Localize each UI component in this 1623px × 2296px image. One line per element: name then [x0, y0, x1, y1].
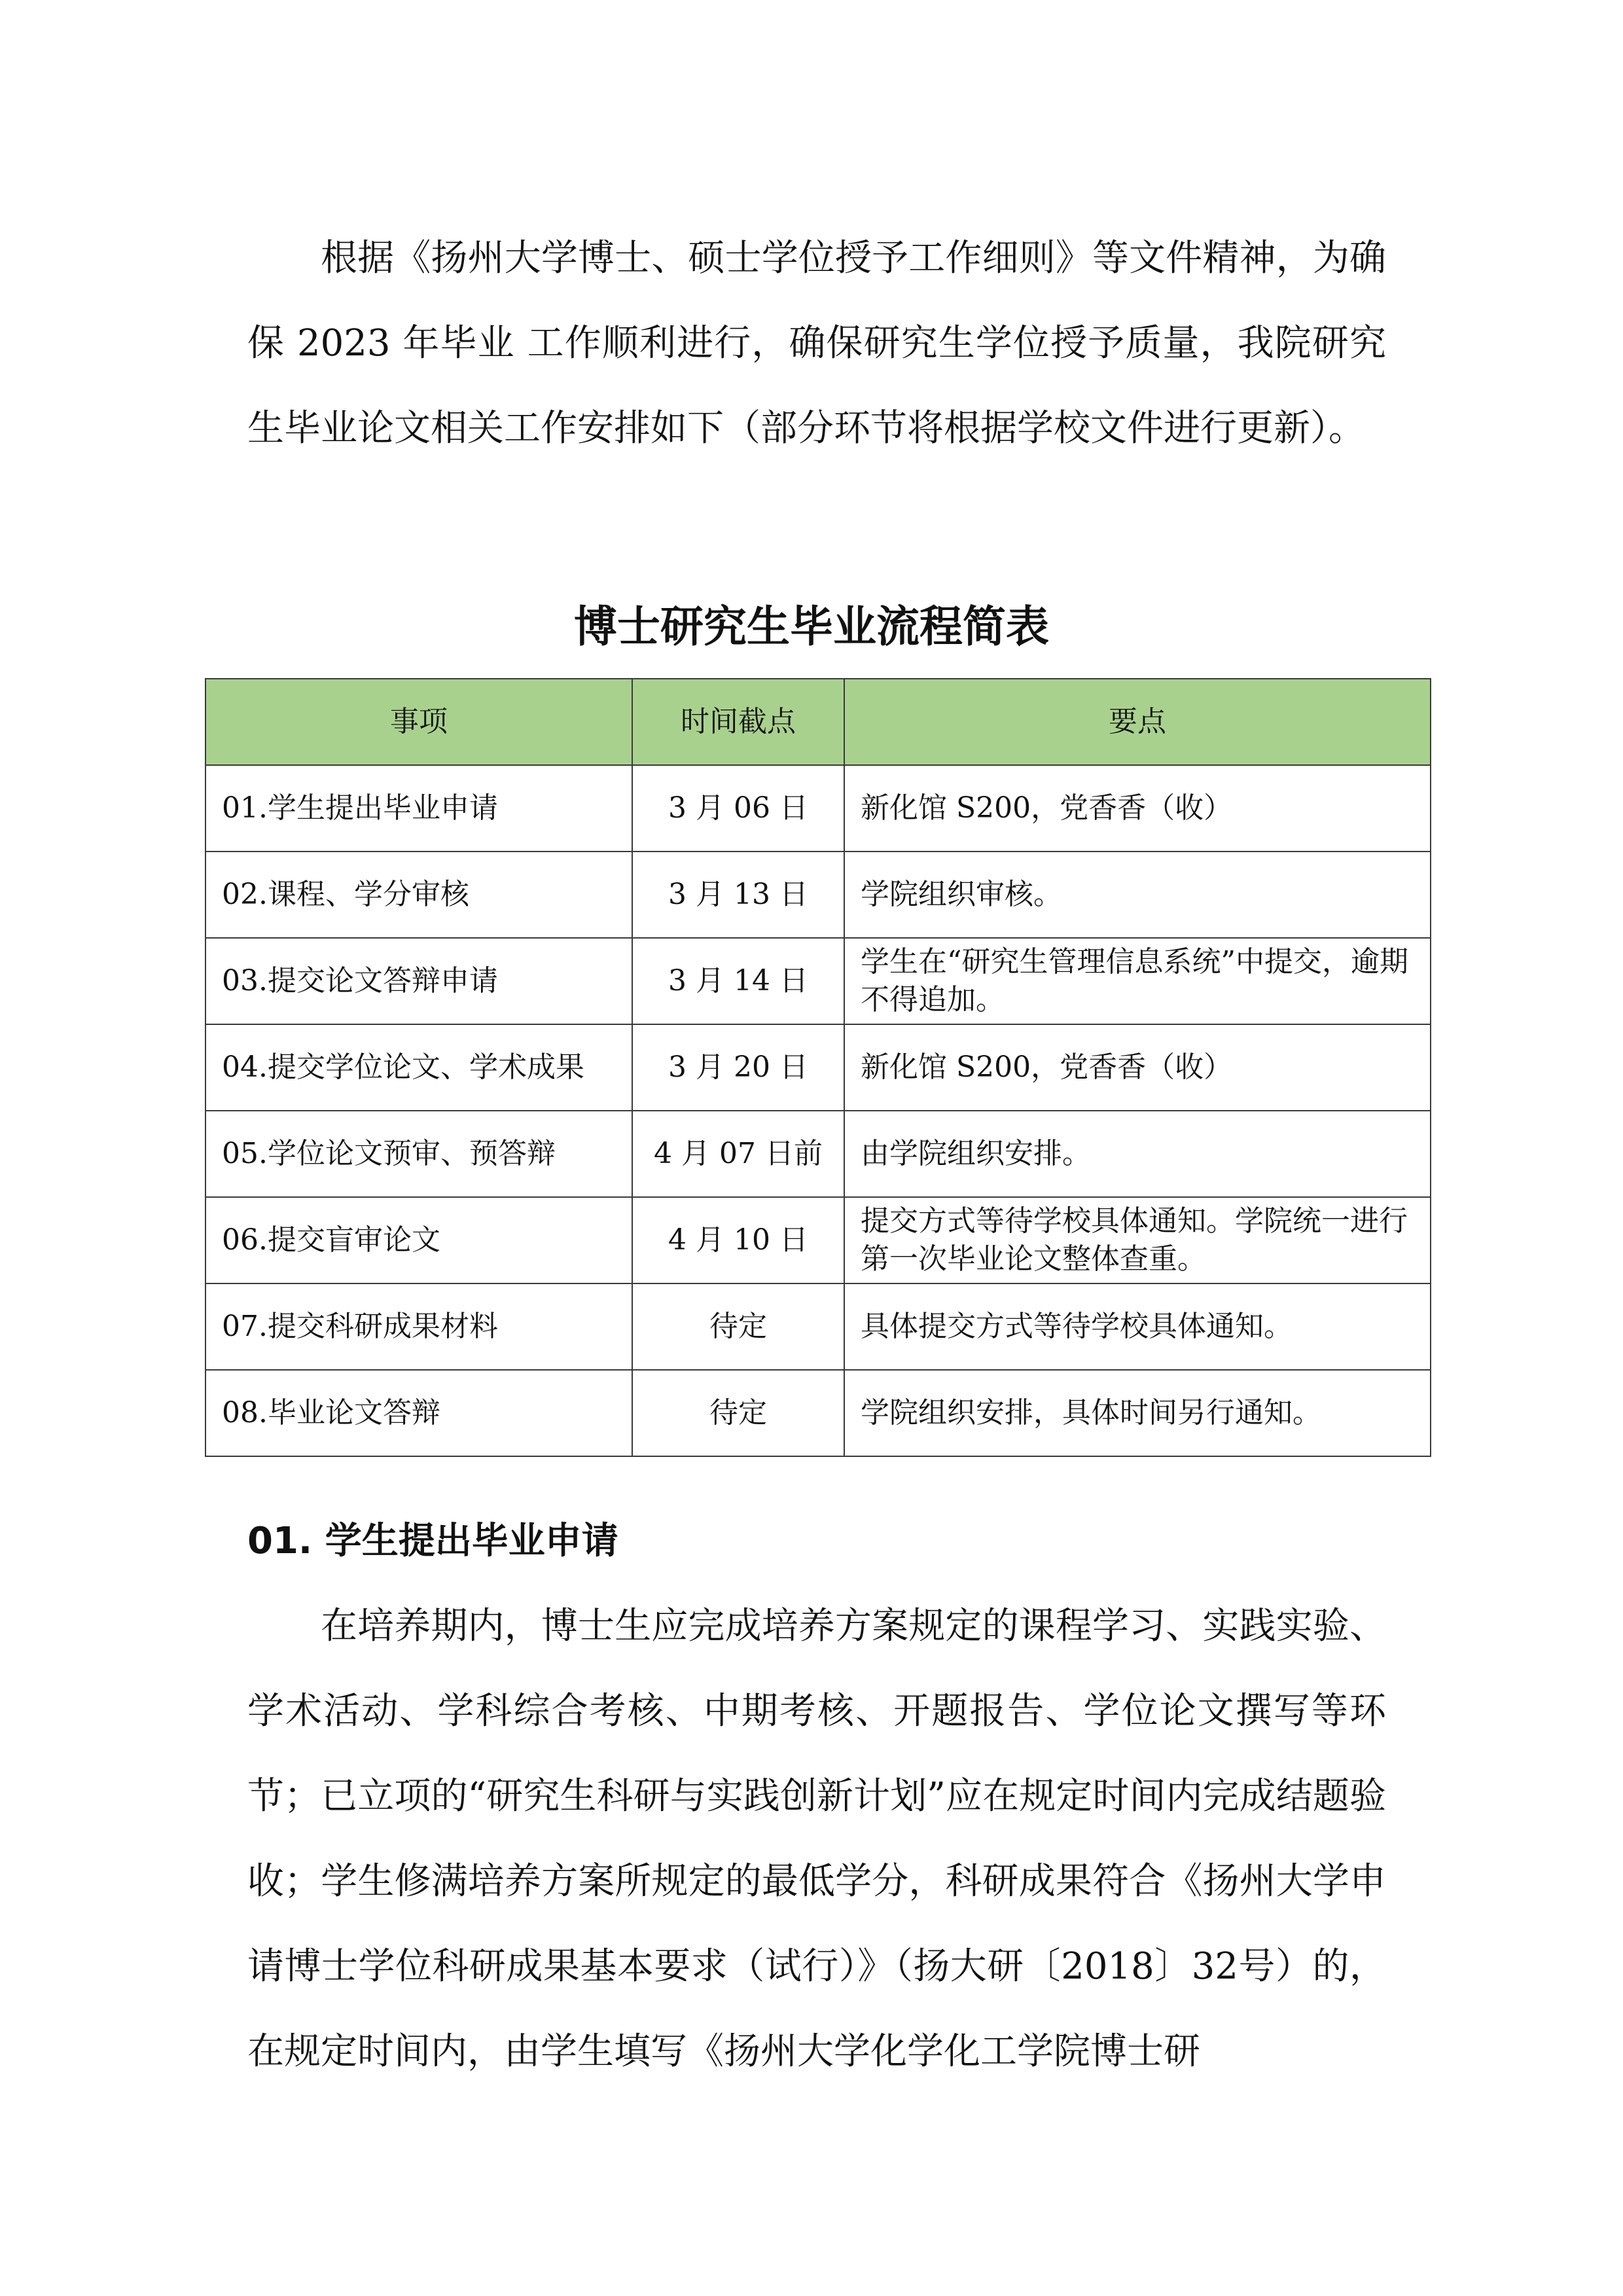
row-time: 待定: [632, 1370, 844, 1456]
row-item: 07.提交科研成果材料: [205, 1283, 632, 1370]
header-note: 要点: [844, 679, 1431, 765]
row-note: 提交方式等待学校具体通知。学院统一进行第一次毕业论文整体查重。: [844, 1197, 1431, 1283]
row-item: 06.提交盲审论文: [205, 1197, 632, 1283]
row-time: 4 月 10 日: [632, 1197, 844, 1283]
table-title: 博士研究生毕业流程简表: [574, 601, 1049, 652]
row-time: 4 月 07 日前: [632, 1111, 844, 1197]
row-note: 新化馆 S200，党香香（收）: [844, 1024, 1431, 1111]
header-item: 事项: [205, 679, 632, 765]
row-item: 08.毕业论文答辩: [205, 1370, 632, 1456]
row-note: 学院组织审核。: [844, 852, 1431, 938]
row-note: 由学院组织安排。: [844, 1111, 1431, 1197]
section-heading: 01. 学生提出毕业申请: [247, 1520, 618, 1562]
header-time: 时间截点: [632, 679, 844, 765]
row-time: 3 月 14 日: [632, 938, 844, 1024]
row-time: 3 月 06 日: [632, 765, 844, 852]
table-row: [205, 765, 1431, 852]
graduation-process-table: [205, 678, 1431, 1457]
table-row: [205, 1111, 1431, 1197]
section-body-paragraph: 在培养期内，博士生应完成培养方案规定的课程学习、实践实验、学术活动、学科综合考核、中期考核、开题报告、学位论文撰写等环节；已立项的“研究生科研与实践创新计划”应在规定时间内完成结题验收；学生修满培养方案所规定的最低学分，科研成果符合《扬州大学申请博士学位科研成果基本要求（试行）》（扬大研〔2018〕32号）的，在规定时间内，由学生填写《扬州大学化学化工学院博士研: [247, 1605, 1386, 2073]
intro-paragraph: 根据《扬州大学博士、硕士学位授予工作细则》等文件精神，为确保 2023 年毕业 工作顺利进行，确保研究生学位授予质量，我院研究生毕业论文相关工作安排如下（部分环节将根据学校文件进行更新）。: [247, 237, 1386, 450]
row-note: 具体提交方式等待学校具体通知。: [844, 1283, 1431, 1370]
row-time: 3 月 20 日: [632, 1024, 844, 1111]
row-time: 3 月 13 日: [632, 852, 844, 938]
table-row: [205, 1370, 1431, 1456]
table-row: [205, 1197, 1431, 1283]
row-item: 01.学生提出毕业申请: [205, 765, 632, 852]
row-note: 新化馆 S200，党香香（收）: [844, 765, 1431, 852]
row-item: 02.课程、学分审核: [205, 852, 632, 938]
table-row: [205, 1283, 1431, 1370]
row-note: 学院组织安排，具体时间另行通知。: [844, 1370, 1431, 1456]
row-time: 待定: [632, 1283, 844, 1370]
row-item: 03.提交论文答辩申请: [205, 938, 632, 1024]
table-row: [205, 938, 1431, 1024]
table-row: [205, 1024, 1431, 1111]
table-row: [205, 852, 1431, 938]
row-item: 04.提交学位论文、学术成果: [205, 1024, 632, 1111]
row-note: 学生在“研究生管理信息系统”中提交，逾期不得追加。: [844, 938, 1431, 1024]
row-item: 05.学位论文预审、预答辩: [205, 1111, 632, 1197]
table-header-row: [205, 679, 1431, 765]
